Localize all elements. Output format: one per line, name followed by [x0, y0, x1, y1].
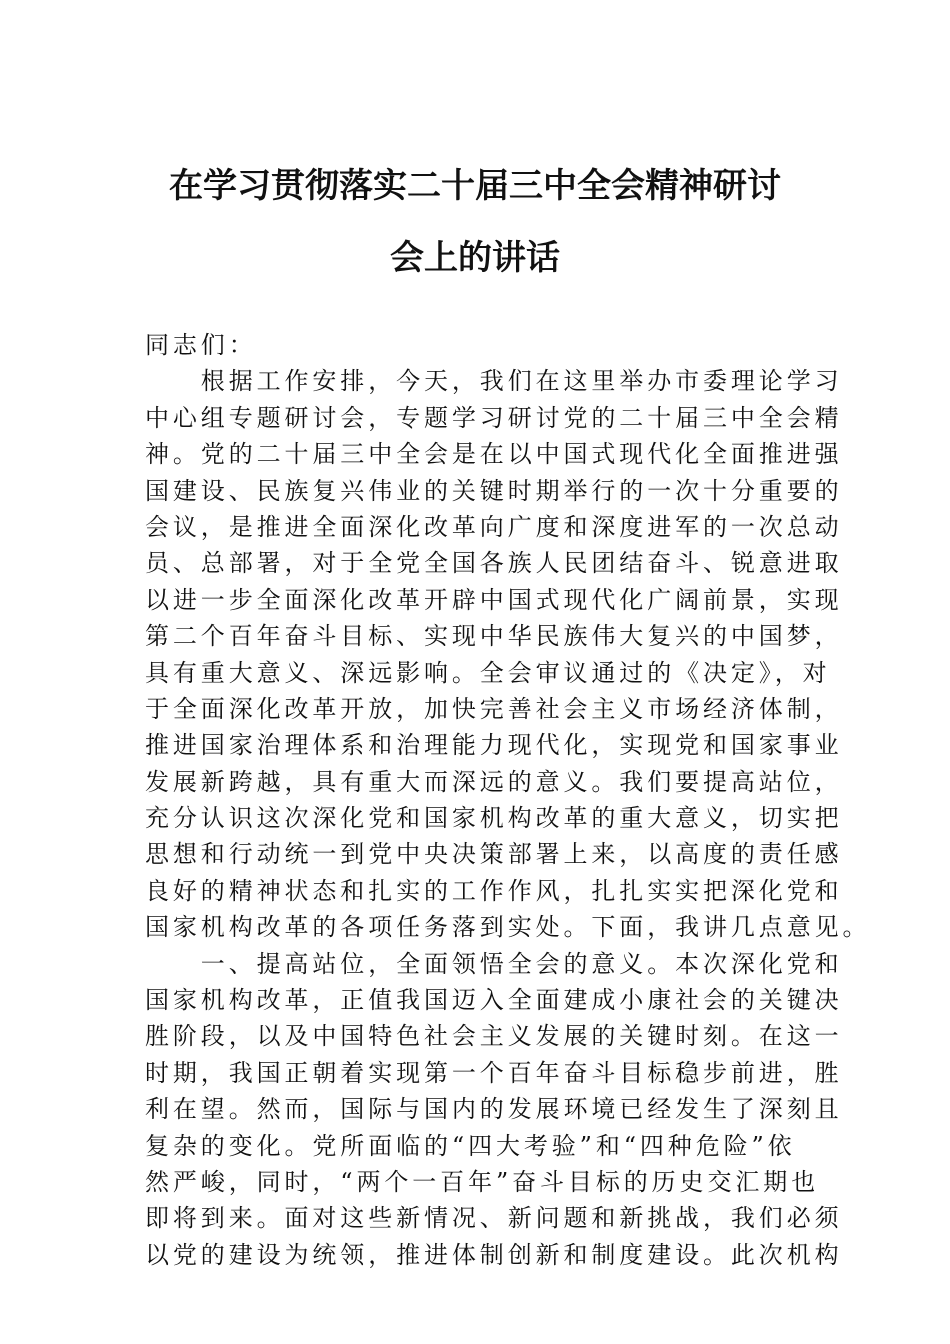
body-line: 以进一步全面深化改革开辟中国式现代化广阔前景，实现: [145, 585, 843, 614]
body-line: 具有重大意义、深远影响。全会审议通过的《决定》，对: [145, 658, 831, 687]
body-line: 思想和行动统一到党中央决策部署上来，以高度的责任感: [145, 840, 843, 869]
title-line: 在学习贯彻落实二十届三中全会精神研讨: [169, 166, 781, 206]
body-line: 即将到来。面对这些新情况、新问题和新挑战，我们必须: [145, 1204, 843, 1233]
document-body: [145, 327, 871, 1273]
body-line: 第二个百年奋斗目标、实现中华民族伟大复兴的中国梦，: [145, 622, 843, 651]
body-line: 员、总部署，对于全党全国各族人民团结奋斗、锐意进取: [145, 549, 843, 578]
body-line: 充分认识这次深化党和国家机构改革的重大意义，切实把: [145, 804, 843, 833]
title-line: 会上的讲话: [390, 238, 560, 278]
body-line: 利在望。然而，国际与国内的发展环境已经发生了深刻且: [145, 1095, 843, 1124]
body-line: 推进国家治理体系和治理能力现代化，实现党和国家事业: [145, 731, 843, 760]
body-line: 中心组专题研讨会，专题学习研讨党的二十届三中全会精: [145, 403, 843, 432]
body-line: 时期，我国正朝着实现第一个百年奋斗目标稳步前进，胜: [145, 1058, 843, 1087]
body-line: 国家机构改革的各项任务落到实处。下面，我讲几点意见。: [145, 913, 871, 942]
body-line: 于全面深化改革开放，加快完善社会主义市场经济体制，: [145, 694, 843, 723]
document-title: [110, 150, 840, 294]
body-line: 国家机构改革，正值我国迈入全面建成小康社会的关键决: [145, 986, 843, 1015]
body-line: 根据工作安排，今天，我们在这里举办市委理论学习: [145, 367, 843, 396]
body-line: 复杂的变化。党所面临的“四大考验”和“四种危险”依: [145, 1131, 796, 1160]
body-line: 发展新跨越，具有重大而深远的意义。我们要提高站位，: [145, 767, 843, 796]
body-line: 会议，是推进全面深化改革向广度和深度进军的一次总动: [145, 512, 843, 541]
body-line: 胜阶段，以及中国特色社会主义发展的关键时刻。在这一: [145, 1022, 843, 1051]
body-line: 国建设、民族复兴伟业的关键时期举行的一次十分重要的: [145, 476, 843, 505]
body-line: 神。党的二十届三中全会是在以中国式现代化全面推进强: [145, 440, 843, 469]
body-line: 良好的精神状态和扎实的工作作风，扎扎实实把深化党和: [145, 876, 843, 905]
body-line: 然严峻，同时，“两个一百年”奋斗目标的历史交汇期也: [145, 1167, 820, 1196]
body-line: 一、提高站位，全面领悟全会的意义。本次深化党和: [145, 949, 843, 978]
body-line: 以党的建设为统领，推进体制创新和制度建设。此次机构: [145, 1240, 843, 1269]
salutation: 同志们：: [145, 331, 257, 359]
